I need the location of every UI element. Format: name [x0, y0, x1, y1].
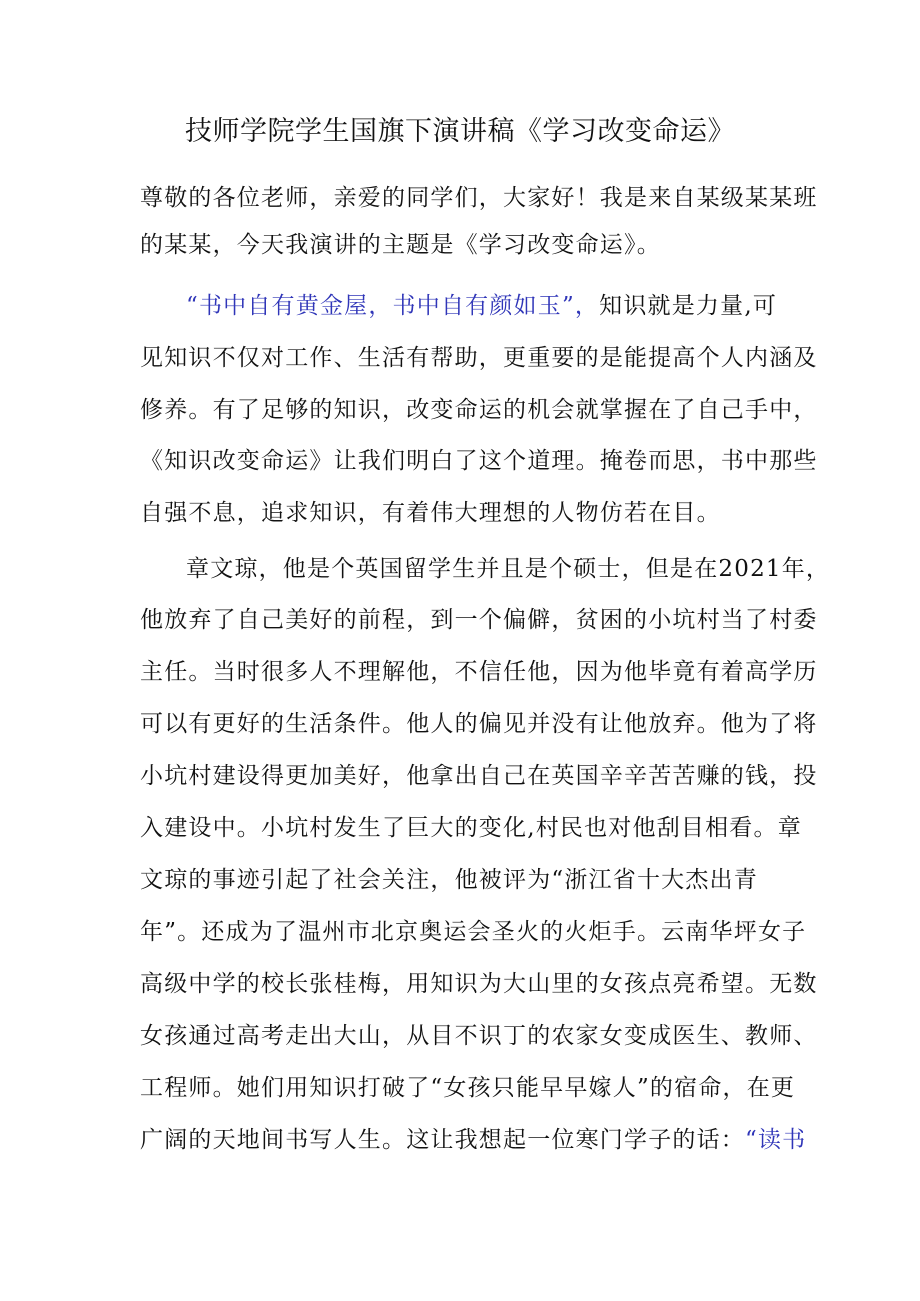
paragraph-3-line-5: 小坑村建设得更加美好，他拿出自己在英国辛辛苦苦赚的钱，投	[140, 763, 818, 789]
paragraph-3-line-2: 他放弃了自己美好的前程，到一个偏僻，贫困的小坑村当了村委	[140, 607, 818, 633]
paragraph-3-line-10: 女孩通过高考走出大山，从目不识丁的农家女变成医生、教师、	[140, 1023, 818, 1049]
paragraph-3-line-8: 年”。还成为了温州市北京奥运会圣火的火炬手。云南华坪女子	[140, 919, 807, 945]
paragraph-3-line-3: 主任。当时很多人不理解他，不信任他，因为他毕竟有着高学历	[140, 659, 818, 685]
paragraph-2-line-4: 《知识改变命运》让我们明白了这个道理。掩卷而思，书中那些	[140, 448, 818, 474]
paragraph-3-line-6: 入建设中。小坑村发生了巨大的变化,村民也对他刮目相看。章	[140, 815, 802, 841]
paragraph-2-line-3: 修养。有了足够的知识，改变命运的机会就掌握在了自己手中，	[140, 397, 818, 423]
paragraph-3-line-7: 文琼的事迹引起了社会关注，他被评为“浙江省十大杰出青	[140, 867, 758, 893]
paragraph-3-line-11: 工程师。她们用知识打破了“女孩只能早早嫁人”的宿命，在更	[140, 1075, 796, 1101]
paragraph-2-line-5: 自强不息，追求知识，有着伟大理想的人物仿若在目。	[140, 500, 721, 526]
paragraph-1-line-2: 的某某，今天我演讲的主题是《学习改变命运》。	[140, 232, 661, 258]
student-quote-start: “读书	[745, 1127, 807, 1153]
paragraph-2-line-2: 见知识不仅对工作、生活有帮助，更重要的是能提高个人内涵及	[140, 345, 818, 371]
paragraph-3-line-1: 章文琼，他是个英国留学生并且是个硕士，但是在2021年，	[186, 556, 831, 582]
paragraph-3-line-12-text: 广阔的天地间书写人生。这让我想起一位寒门学子的话：	[140, 1127, 745, 1153]
book-quote: “书中自有黄金屋，书中自有颜如玉”，	[186, 293, 600, 319]
paragraph-2-line-1	[186, 286, 790, 326]
paragraph-3-line-9: 高级中学的校长张桂梅，用知识为大山里的女孩点亮希望。无数	[140, 971, 818, 997]
paragraph-3-line-4: 可以有更好的生活条件。他人的偏见并没有让他放弃。他为了将	[140, 711, 818, 737]
paragraph-2-line-1-rest: 知识就是力量,可	[599, 293, 778, 319]
paragraph-3-line-12	[140, 1120, 807, 1160]
paragraph-1-line-1: 尊敬的各位老师，亲爱的同学们，大家好！我是来自某级某某班	[140, 185, 818, 211]
document-title: 技师学院学生国旗下演讲稿《学习改变命运》	[185, 116, 735, 147]
